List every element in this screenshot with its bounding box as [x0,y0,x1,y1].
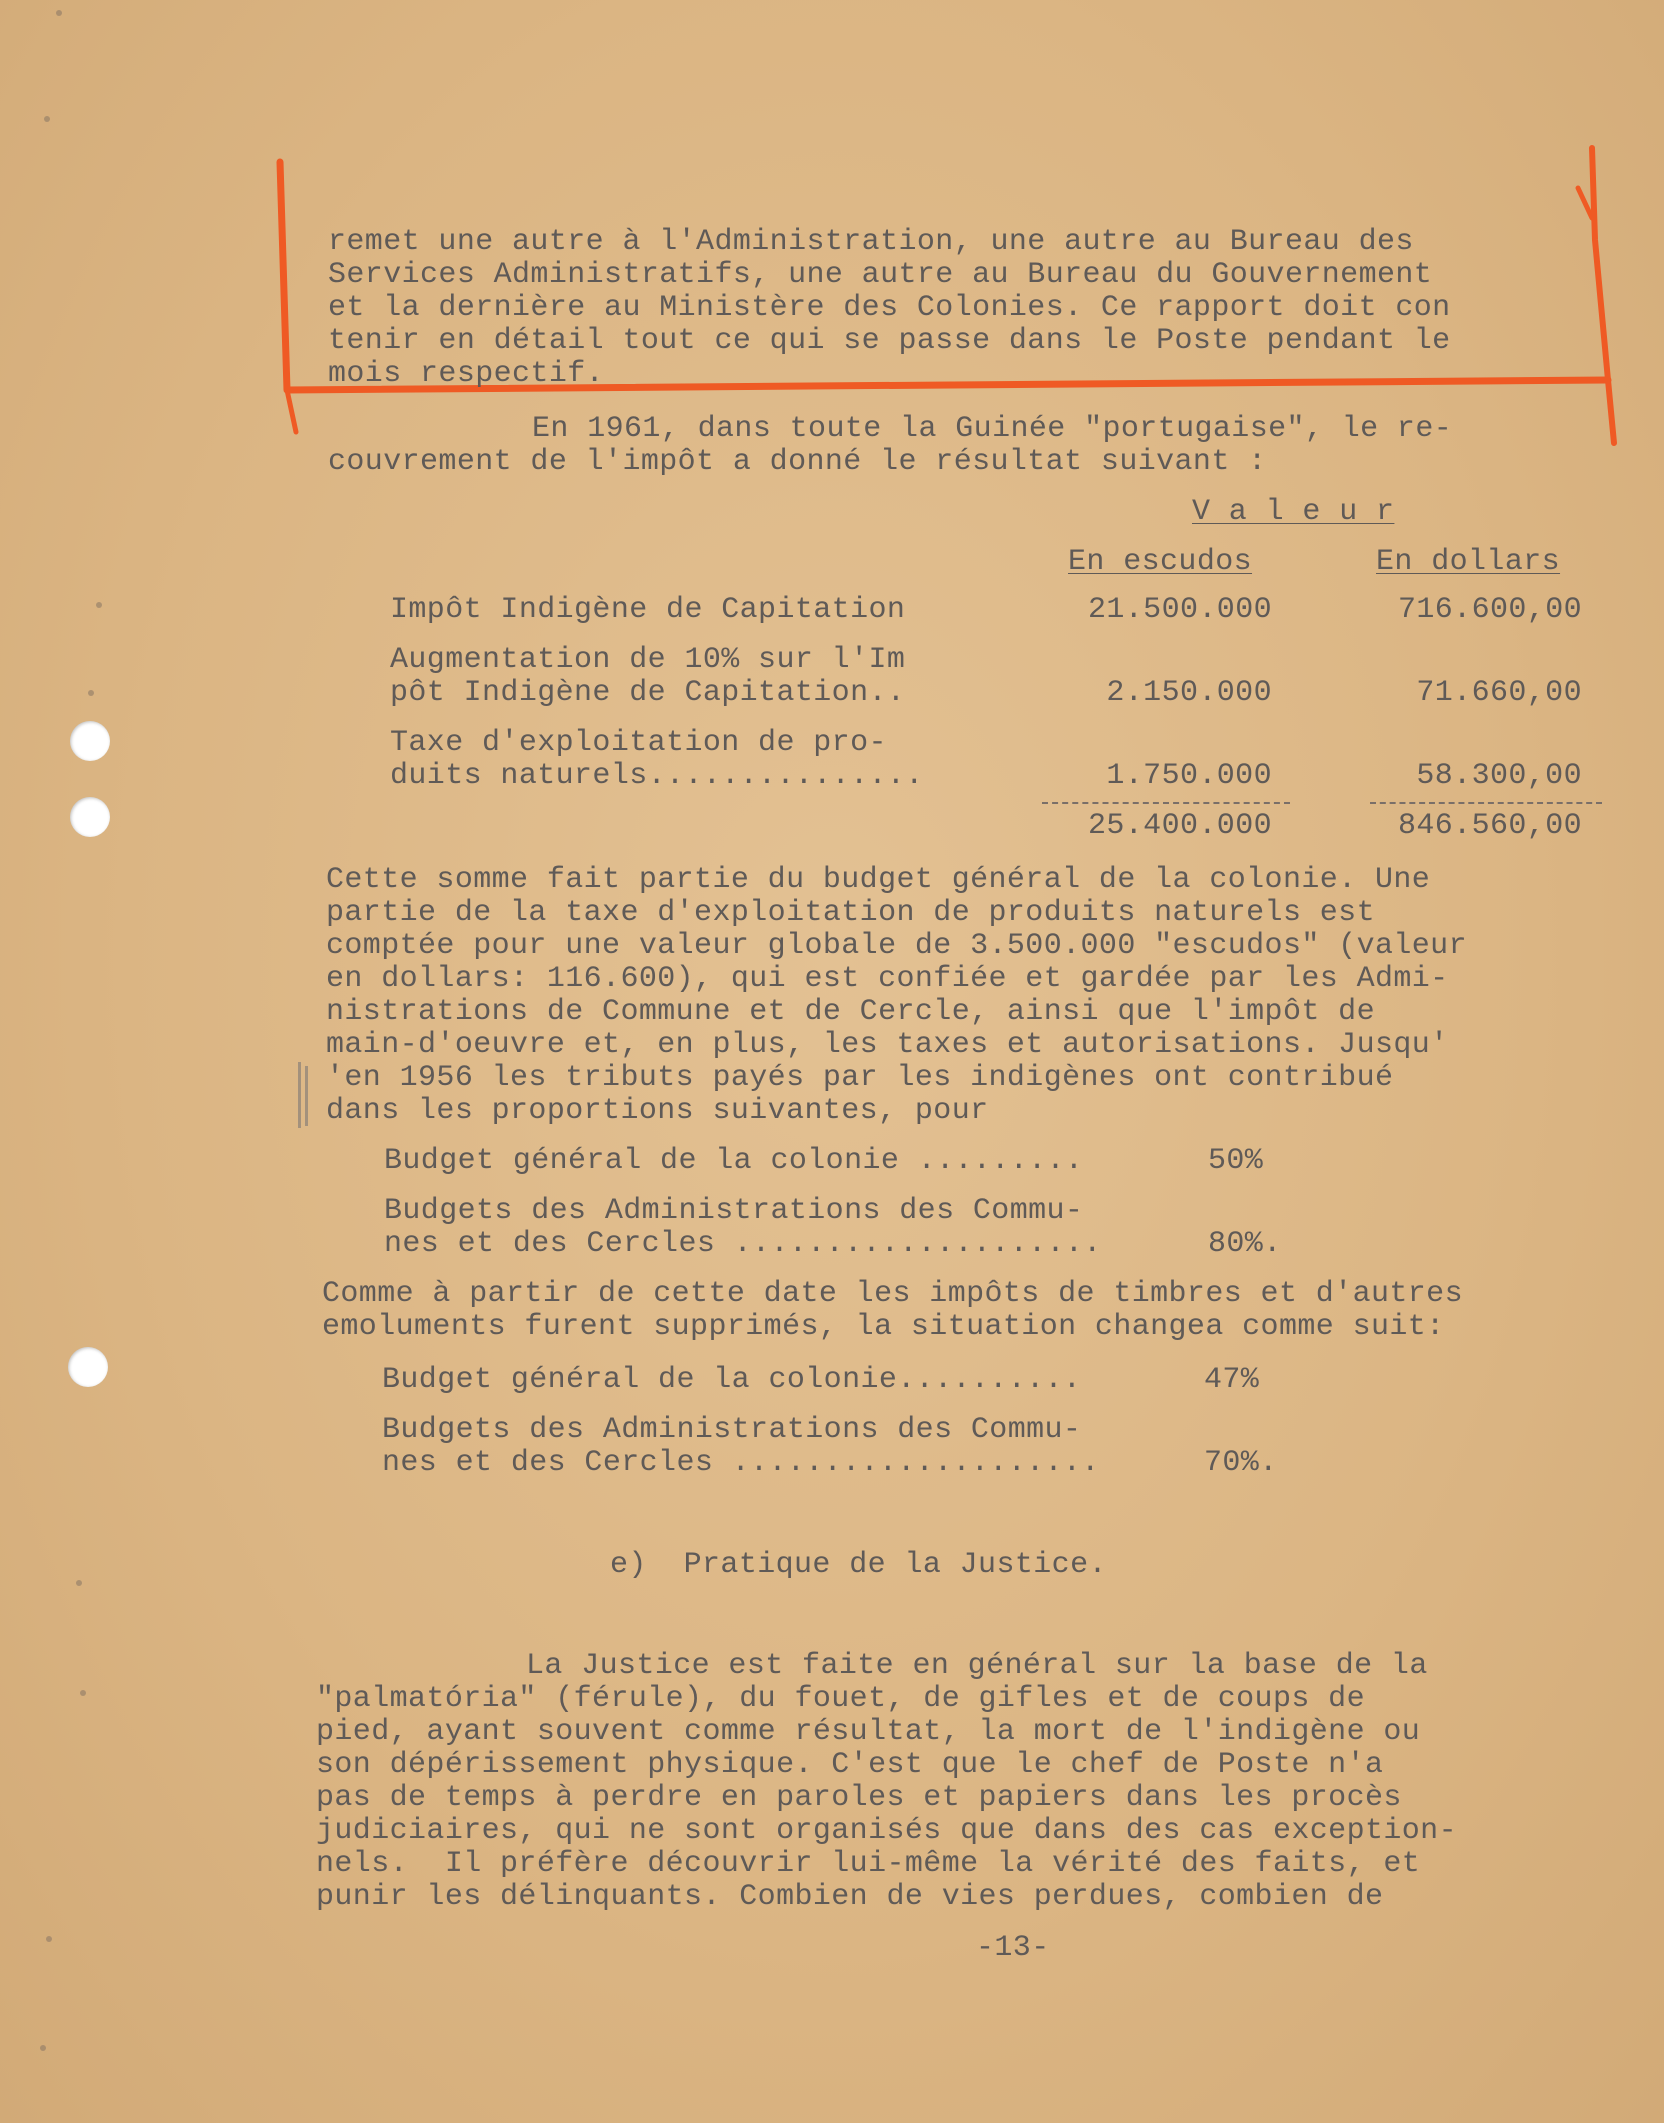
list-item-label: Budgets des Administrations des Commu- [382,1413,1082,1447]
text-line: emoluments furent supprimés, la situation changea comme suit: [322,1310,1445,1344]
total-rule [1370,802,1602,804]
section-heading: e) Pratique de la Justice. [610,1548,1107,1582]
table-row-label: Impôt Indigène de Capitation [390,593,906,627]
table-cell-escudos: 1.750.000 [1106,759,1272,793]
table-cell-escudos: 21.500.000 [1087,593,1272,627]
text-line: En 1961, dans toute la Guinée "portugaise", le re- [532,412,1453,446]
list-item-label: nes et des Cercles .................... [382,1446,1100,1480]
list-item-label: Budget général de la colonie.......... [382,1363,1082,1397]
text-line: 'en 1956 les tributs payés par les indigènes ont contribué [326,1061,1394,1095]
text-line: Services Administratifs, une autre au Bureau du Gouvernement [328,258,1433,292]
text-line: et la dernière au Ministère des Colonies. Ce rapport doit con [328,291,1451,325]
page-number: -13- [976,1931,1050,1965]
text-line: son dépérissement physique. C'est que le chef de Poste n'a [316,1748,1384,1782]
table-header-valeur: V a l e u r [1192,495,1395,529]
margin-pencil-mark [298,1062,301,1128]
list-item-value: 50% [1208,1144,1264,1178]
list-item-label: nes et des Cercles .................... [384,1227,1102,1261]
table-cell-dollars: 716.600,00 [1397,593,1582,627]
text-line: main-d'oeuvre et, en plus, les taxes et autorisations. Jusqu' [326,1028,1449,1062]
table-col-dollars: En dollars [1376,545,1561,579]
text-line: dans les proportions suivantes, pour [326,1094,989,1128]
text-line: en dollars: 116.600), qui est confiée et gardée par les Admi- [326,962,1449,996]
list-item-value: 70%. [1204,1446,1278,1480]
list-item-value: 80%. [1208,1227,1282,1261]
list-item-label: Budgets des Administrations des Commu- [384,1194,1084,1228]
table-cell-dollars: 71.660,00 [1416,676,1582,710]
table-total-dollars: 846.560,00 [1397,809,1582,843]
table-total-escudos: 25.400.000 [1087,809,1272,843]
list-item-label: Budget général de la colonie ......... [384,1144,1084,1178]
text-line: pas de temps à perdre en paroles et papiers dans les procès [316,1781,1402,1815]
margin-pencil-mark [305,1066,308,1126]
text-line: nistrations de Commune et de Cercle, ainsi que l'impôt de [326,995,1375,1029]
table-cell-dollars: 58.300,00 [1416,759,1582,793]
text-line: tenir en détail tout ce qui se passe dans le Poste pendant le [328,324,1451,358]
table-row-label: Augmentation de 10% sur l'Im [390,643,906,677]
table-cell-escudos: 2.150.000 [1106,676,1272,710]
table-col-escudos: En escudos [1068,545,1253,579]
table-row-label: Taxe d'exploitation de pro- [390,726,887,760]
text-line: partie de la taxe d'exploitation de produits naturels est [326,896,1375,930]
table-row-label: duits naturels............... [390,759,924,793]
text-line: punir les délinquants. Combien de vies perdues, combien de [316,1880,1384,1914]
text-line: judiciaires, qui ne sont organisés que dans des cas exception- [316,1814,1457,1848]
list-item-value: 47% [1204,1363,1260,1397]
text-line: couvrement de l'impôt a donné le résultat suivant : [328,445,1267,479]
text-line: pied, ayant souvent comme résultat, la mort de l'indigène ou [316,1715,1421,1749]
text-line: comptée pour une valeur globale de 3.500.000 "escudos" (valeur [326,929,1467,963]
text-line: "palmatória" (férule), du fouet, de gifles et de coups de [316,1682,1365,1716]
text-line: nels. Il préfère découvrir lui-même la vérité des faits, et [316,1847,1421,1881]
text-line: La Justice est faite en général sur la base de la [526,1649,1428,1683]
total-rule [1042,802,1290,804]
text-line: mois respectif. [328,357,605,391]
text-line: Cette somme fait partie du budget général de la colonie. Une [326,863,1431,897]
text-line: Comme à partir de cette date les impôts de timbres et d'autres [322,1277,1463,1311]
text-line: remet une autre à l'Administration, une autre au Bureau des [328,225,1414,259]
table-row-label: pôt Indigène de Capitation.. [390,676,906,710]
